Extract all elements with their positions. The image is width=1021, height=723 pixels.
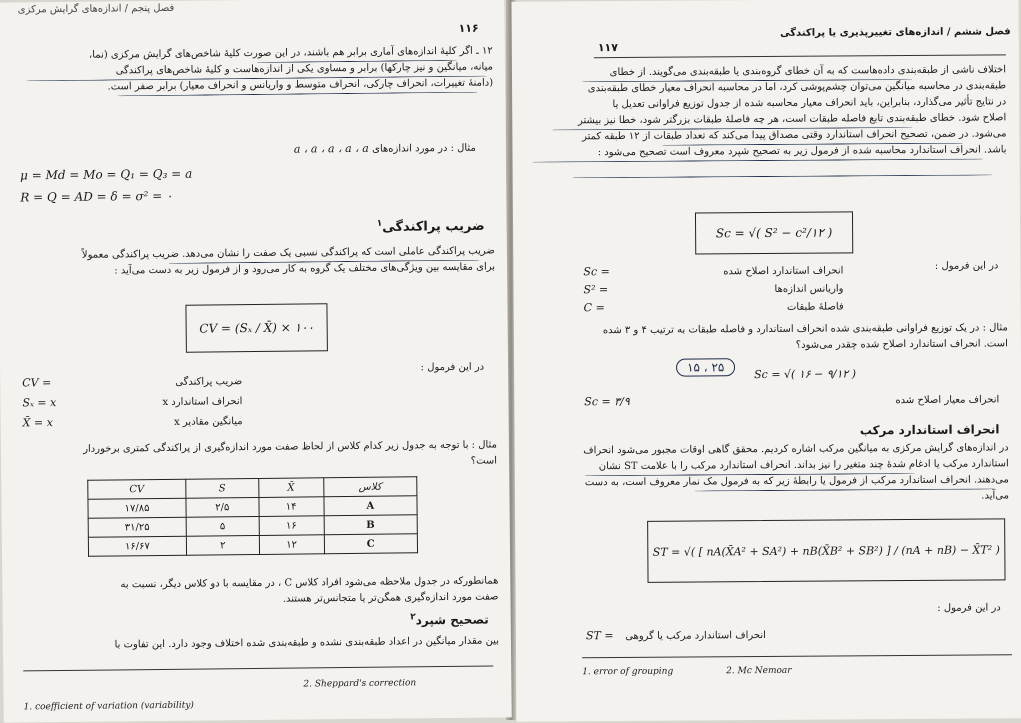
text-line: است. انحراف استاندارد اصلاح شده چقدر می‌شود؟ [795, 338, 1008, 351]
section-title-cv [377, 218, 485, 235]
definition-symbol: Sₓ = x [22, 396, 57, 410]
paragraph-cv-definition [17, 243, 495, 280]
definition-symbol: X̄ = x [22, 416, 53, 430]
definition-symbol: C = [583, 301, 605, 315]
page-number: ۱۱۷ [597, 41, 619, 55]
table-cell: ۱۲ [259, 535, 324, 555]
text-line: می‌شود. در ضمن، تصحیح انحراف استاندارد وقتی مصداق پیدا می‌کند که تعداد طبقات از ۱۲ طبقه کمتر [582, 128, 1007, 143]
result-label: انحراف معیار اصلاح شده [895, 394, 1000, 407]
definition-text: واریانس اندازه‌ها [774, 283, 844, 295]
definition-text: انحراف استاندارد مرکب یا گروهی [625, 630, 766, 642]
table-cell: C [324, 534, 418, 554]
text-line: استاندارد مرکب یا ادغام شدهٔ چند متغیر را نیز بداند. انحراف استاندارد مرکب را با علامت ST نشان [598, 458, 1009, 473]
definition-row [583, 281, 843, 301]
section-title-text: ضریب پراکندگی [382, 218, 485, 235]
class-dispersion-table [87, 476, 418, 556]
paragraph-uniform-values [15, 43, 493, 96]
definitions-list [22, 374, 243, 436]
section-title-combined-sd: انحراف استاندارد مرکب [859, 422, 1000, 438]
text-line: ۱۲ ـ اگر کلیهٔ اندازه‌های آماری برابر هم باشند، در این صورت کلیهٔ شاخص‌های گرایش مرکزی (نما، [88, 45, 493, 61]
definition-text: انحراف استاندارد x [162, 396, 243, 408]
text-line: مثال : در یک توزیع فراوانی طبقه‌بندی شده انحراف استاندارد و فاصله طبقات به ترتیب ۴ و ۳ شده [602, 322, 1008, 337]
text-line: برای مقایسه بین ویژگی‌های مختلف یک گروه به کار می‌رود و از فرمول زیر به دست می‌آید : [114, 261, 496, 277]
running-header: فصل ششم / اندازه‌های تغییرپذیری یا پراکندگی [780, 26, 1011, 39]
text-line: (دامنهٔ تغییرات، انحراف چارکی، انحراف متوسط و واریانس و انحراف معیار) برابر صفر است. [107, 77, 494, 93]
example-label: مثال : در مورد اندازه‌های [372, 142, 476, 155]
table-cell: ۱۴ [259, 497, 324, 517]
table-cell: ۲/۵ [186, 497, 259, 517]
paragraph-grouping-error [526, 62, 1007, 161]
text-line: ضریب پراکندگی عاملی است که پراکندگی نسبی یک صفت را نشان می‌دهد. ضریب پراکندگی معمولاً [81, 245, 495, 261]
table-cell: ۳۱/۲۵ [88, 517, 186, 537]
right-page [511, 0, 1021, 722]
definition-row [23, 414, 243, 436]
footnote-marker: ۲ [410, 612, 416, 623]
table-cell: ۵ [186, 516, 259, 536]
in-formula-label: در این فرمول : [937, 602, 1001, 614]
definition-symbol: Sc = [583, 265, 610, 279]
footnote: 1. error of grouping [582, 666, 674, 678]
definition-text: میانگین مقادیر x [174, 416, 243, 428]
paragraph-table-conclusion [20, 573, 498, 610]
in-formula-label: در این فرمول : [934, 260, 999, 272]
table-cell: ۱۶/۶۷ [88, 536, 186, 556]
text-line: مثال : با توجه به جدول زیر کدام کلاس از لحاظ صفت مورد اندازه‌گیری از پراکندگی کمتری برخوردار [83, 439, 497, 455]
footnote: 2. Mc Nemoar [726, 665, 792, 677]
pen-underline [573, 174, 993, 178]
definition-text: فاصلهٔ طبقات [786, 301, 844, 313]
table-header-cell: کلاس [323, 477, 417, 497]
table-cell: A [323, 496, 417, 516]
text-line: می‌دهند. انحراف استاندارد مرکب از فرمول یا رابطهٔ زیر که به فرمول مک نمار معروف است، به دست [584, 474, 1009, 489]
page-number: ۱۱۶ [458, 21, 479, 35]
footnote-marker: ۱ [376, 218, 383, 229]
footnote-divider [23, 666, 493, 672]
mcnemar-formula-box: ST = √( [ nA(X̄A² + SA²) + nB(X̄B² + SB²) ] / (nA + nB) − X̄T² ) [647, 518, 1005, 582]
table-header-cell: X̄ [258, 478, 323, 498]
result-value: Sc = ۳/۹ [584, 394, 630, 409]
section-title-sheppard [410, 612, 489, 628]
definition-symbol: S² = [583, 283, 609, 297]
text-line: اصلاح شود. خطای طبقه‌بندی تابع فاصله طبقات است، هر چه فاصلهٔ طبقات بزرگتر شود، خطا نیز بیشتر [577, 112, 1007, 127]
text-line: همانطورکه در جدول ملاحظه می‌شود افراد کلاس C ، در مقایسه با دو کلاس دیگر، نسبت به [120, 575, 499, 591]
definition-row [22, 394, 242, 416]
definition-text: ضریب پراکندگی [175, 376, 243, 388]
text-line: در نتایج تأثیر می‌گذارد، بنابراین، باید انحراف معیار محاسبه شده از جدول توزیع فراوانی تعدیل یا [612, 96, 1007, 111]
text-line: است؟ [470, 455, 498, 467]
table-cell: ۲ [186, 535, 259, 555]
sheppard-formula-box: Sc = √( S² − c²/۱۲ ) [695, 211, 853, 254]
definition-row [583, 263, 843, 283]
handwritten-note: ۱۵ ، ۲۵ [676, 358, 735, 376]
definition-symbol: ST = [585, 629, 614, 643]
definition-row [586, 628, 766, 645]
text-line: صفت مورد اندازه‌گیری همگن‌تر یا متجانس‌تر هستند. [282, 591, 499, 605]
paragraph-example-table [19, 437, 497, 474]
text-line: میانه، میانگین و نیز چارکها) برابر و مساوی یکی از اندازه‌هاست و کلیهٔ شاخص‌های پراکندگی [115, 61, 494, 77]
footnote-divider [582, 654, 1012, 658]
definition-row [22, 374, 242, 396]
text-line: در اندازه‌های گرایش مرکزی به میانگین مرکب اشاره کردیم. محقق گاهی اوقات مجبور می‌شود انحراف [583, 442, 1009, 457]
table-cell: B [324, 515, 418, 535]
paragraph-sheppard-intro: بین مقدار میانگین در اعداد طبقه‌بندی نشده و طبقه‌بندی شده اختلاف وجود دارد. این تفاوت با [114, 635, 500, 651]
footnote: 1. coefficient of variation (variability) [23, 700, 194, 713]
cv-formula-box: CV = (Sₓ / X̄) × ۱۰۰ [185, 303, 327, 352]
text-line: می‌آید. [981, 490, 1009, 502]
table-header-cell: S [186, 478, 259, 498]
table-row [88, 534, 417, 556]
equation-central-tendency: μ = Md = Mo = Q₁ = Q₃ = a [19, 166, 193, 183]
header-divider [594, 54, 1006, 58]
text-line: باشد. انحراف استاندارد محاسبه شده از فرمول زیر به تصحیح شپرد معروف است تصحیح می‌شود : [597, 144, 1007, 159]
paragraph-example [528, 320, 1008, 355]
table-cell: ۱۷/۸۵ [88, 498, 186, 518]
example-values: a ، a ، a ، a ، a [293, 141, 369, 156]
definition-text: انحراف استاندارد اصلاح شده [723, 265, 844, 278]
example-calculation: Sc = √( ۱۶ − ۹/۱۲ ) [754, 367, 857, 382]
equation-dispersion: R = Q = AD = δ = σ² = ۰ [20, 188, 173, 205]
table-cell: ۱۶ [259, 516, 324, 536]
definitions-list [583, 263, 843, 319]
text-line: اختلاف ناشی از طبقه‌بندی داده‌هاست که به آن خطای گروه‌بندی یا طبقه‌بندی می‌گویند. از خطای [609, 64, 1007, 79]
table-header-cell: CV [88, 479, 186, 499]
section-title-text: تصحیح شپرد [415, 612, 489, 628]
definition-symbol: CV = [22, 376, 52, 390]
text-line: طبقه‌بندی در محاسبه میانگین می‌توان چشم‌پوشی کرد، اما در محاسبه انحراف معیار خطای طبقه‌بندی [587, 80, 1007, 95]
in-formula-label: در این فرمول : [420, 361, 485, 374]
footnote: 2. Sheppard's correction [303, 678, 417, 690]
running-header: فصل پنجم / اندازه‌های گرایش مرکزی [17, 2, 175, 16]
definition-row [584, 299, 844, 319]
